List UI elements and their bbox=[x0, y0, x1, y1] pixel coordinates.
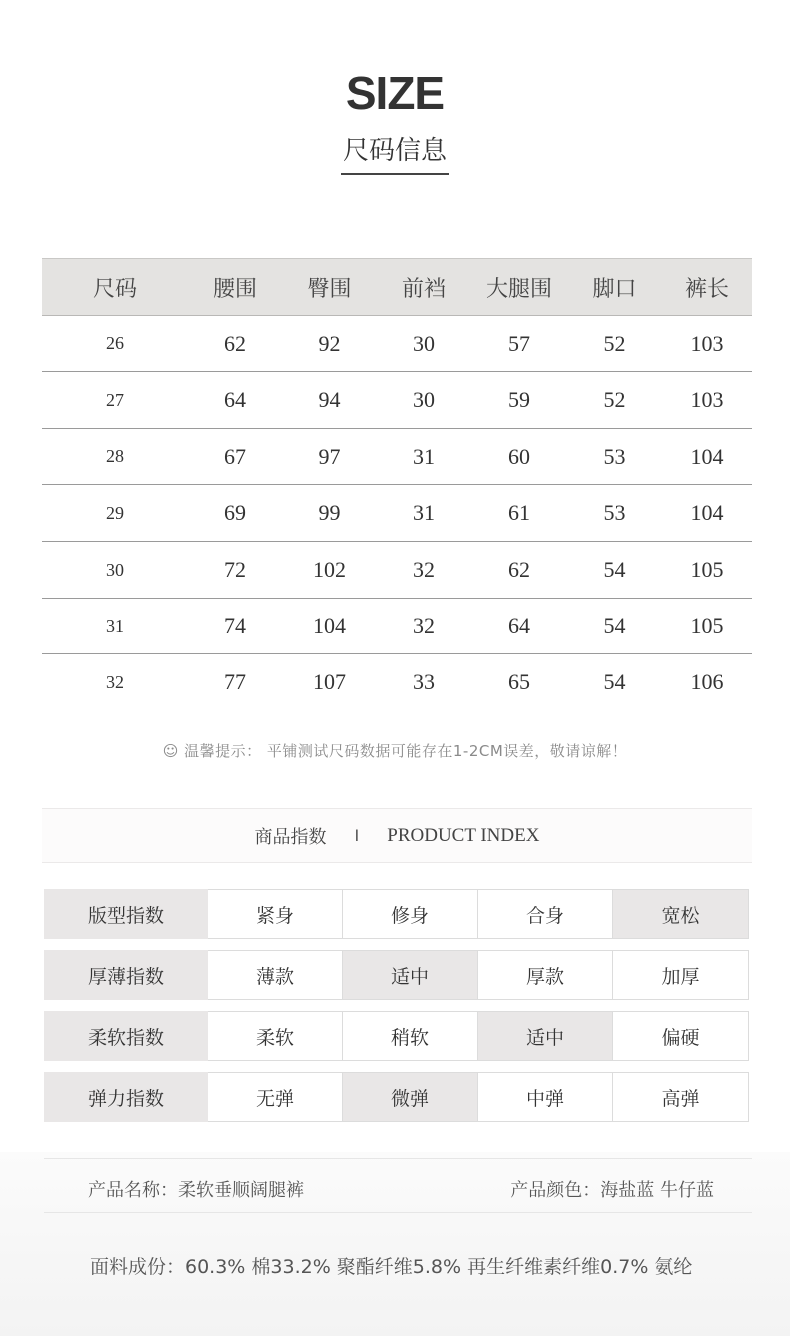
column-header: 脚口 bbox=[592, 276, 637, 302]
column-header: 臀围 bbox=[307, 276, 352, 302]
table-cell: 54 bbox=[603, 557, 626, 582]
size-table-row bbox=[42, 599, 752, 654]
table-cell: 30 bbox=[413, 387, 435, 412]
column-header: 尺码 bbox=[92, 276, 137, 302]
index-option-selected: 宽松 bbox=[613, 889, 749, 939]
table-cell: 92 bbox=[318, 330, 341, 356]
table-cell: 94 bbox=[318, 387, 341, 412]
size-table-row bbox=[42, 372, 752, 429]
size-table-row bbox=[42, 485, 752, 542]
table-cell: 106 bbox=[690, 669, 724, 694]
table-cell: 103 bbox=[690, 330, 724, 356]
column-header: 前裆 bbox=[401, 276, 446, 302]
product-index-table bbox=[44, 889, 749, 1133]
size-table-row bbox=[42, 316, 752, 372]
table-cell: 104 bbox=[690, 500, 724, 525]
table-cell: 105 bbox=[690, 613, 724, 638]
index-option: 合身 bbox=[478, 889, 613, 939]
index-row bbox=[44, 1072, 749, 1122]
table-cell: 53 bbox=[603, 443, 626, 469]
table-cell: 61 bbox=[508, 500, 530, 525]
index-option: 薄款 bbox=[208, 950, 343, 1000]
size-subtitle: 尺码信息 bbox=[341, 130, 449, 175]
table-cell: 64 bbox=[508, 613, 530, 638]
table-cell: 53 bbox=[603, 500, 626, 525]
table-cell: 31 bbox=[413, 443, 435, 469]
size-title: SIZE bbox=[345, 67, 445, 119]
table-cell: 27 bbox=[106, 389, 124, 410]
index-label: 柔软指数 bbox=[44, 1011, 208, 1061]
size-table bbox=[42, 258, 752, 710]
index-label: 厚薄指数 bbox=[44, 950, 208, 1000]
fabric-composition: 面料成份：60.3% 棉33.2% 聚酯纤维5.8% 再生纤维素纤维0.7% 氨纶 bbox=[90, 1256, 693, 1278]
table-cell: 54 bbox=[603, 669, 626, 694]
index-label: 版型指数 bbox=[44, 889, 208, 939]
table-cell: 67 bbox=[224, 443, 246, 469]
index-option-selected: 微弹 bbox=[343, 1072, 478, 1122]
size-table-header bbox=[42, 258, 752, 316]
table-cell: 62 bbox=[508, 557, 530, 582]
product-index-header bbox=[42, 808, 752, 863]
index-option: 紧身 bbox=[208, 889, 343, 939]
index-option: 修身 bbox=[343, 889, 478, 939]
table-cell: 52 bbox=[603, 387, 626, 412]
table-cell: 26 bbox=[106, 333, 124, 353]
index-row bbox=[44, 1011, 749, 1061]
size-table-row bbox=[42, 654, 752, 710]
column-header: 大腿围 bbox=[485, 276, 552, 302]
table-cell: 31 bbox=[413, 500, 435, 525]
index-option: 稍软 bbox=[343, 1011, 478, 1061]
smiley-icon: ☺ bbox=[162, 742, 179, 760]
table-cell: 54 bbox=[603, 613, 626, 638]
product-name: 产品名称：柔软垂顺阔腿裤 bbox=[88, 1180, 304, 1201]
product-index-title-cn: 商品指数 bbox=[254, 826, 327, 848]
table-cell: 103 bbox=[690, 387, 724, 412]
index-option-selected: 适中 bbox=[343, 950, 478, 1000]
table-cell: 99 bbox=[318, 500, 341, 525]
table-cell: 32 bbox=[413, 557, 435, 582]
table-cell: 33 bbox=[413, 669, 435, 694]
table-cell: 32 bbox=[106, 671, 124, 692]
tip-text: 温馨提示： 平铺测试尺码数据可能存在1-2CM误差，敬请谅解！ bbox=[184, 742, 628, 760]
table-cell: 52 bbox=[603, 330, 626, 356]
table-cell: 64 bbox=[224, 387, 246, 412]
table-cell: 32 bbox=[413, 613, 435, 638]
product-index-title-en: PRODUCT INDEX bbox=[387, 824, 540, 846]
table-cell: 31 bbox=[106, 615, 124, 636]
index-row bbox=[44, 889, 749, 939]
table-cell: 57 bbox=[508, 330, 530, 356]
index-option: 柔软 bbox=[208, 1011, 343, 1061]
index-option: 无弹 bbox=[208, 1072, 343, 1122]
column-header: 腰围 bbox=[212, 276, 257, 302]
size-table-row bbox=[42, 542, 752, 599]
column-header: 裤长 bbox=[684, 276, 729, 302]
index-row bbox=[44, 950, 749, 1000]
table-cell: 104 bbox=[690, 443, 724, 469]
table-cell: 59 bbox=[508, 387, 530, 412]
index-option: 偏硬 bbox=[613, 1011, 749, 1061]
index-option: 高弹 bbox=[613, 1072, 749, 1122]
table-cell: 29 bbox=[106, 502, 124, 523]
table-cell: 65 bbox=[508, 669, 530, 694]
index-option: 厚款 bbox=[478, 950, 613, 1000]
index-label: 弹力指数 bbox=[44, 1072, 208, 1122]
table-cell: 69 bbox=[224, 500, 246, 525]
index-option: 加厚 bbox=[613, 950, 749, 1000]
tip bbox=[0, 740, 790, 761]
table-cell: 74 bbox=[224, 613, 246, 638]
table-cell: 62 bbox=[224, 330, 246, 356]
size-table-row bbox=[42, 429, 752, 485]
table-cell: 97 bbox=[318, 443, 341, 469]
table-cell: 102 bbox=[313, 557, 346, 582]
table-cell: 77 bbox=[224, 669, 246, 694]
table-cell: 30 bbox=[106, 559, 124, 580]
divider bbox=[44, 1158, 752, 1159]
table-cell: 28 bbox=[106, 446, 124, 466]
divider bbox=[44, 1212, 752, 1213]
table-cell: 72 bbox=[224, 557, 246, 582]
product-color: 产品颜色：海盐蓝 牛仔蓝 bbox=[510, 1180, 714, 1201]
index-option: 中弹 bbox=[478, 1072, 613, 1122]
index-option-selected: 适中 bbox=[478, 1011, 613, 1061]
title-separator: I bbox=[354, 826, 360, 845]
table-cell: 104 bbox=[313, 613, 346, 638]
table-cell: 107 bbox=[313, 669, 346, 694]
table-cell: 30 bbox=[413, 330, 435, 356]
table-cell: 105 bbox=[690, 557, 724, 582]
table-cell: 60 bbox=[508, 443, 530, 469]
